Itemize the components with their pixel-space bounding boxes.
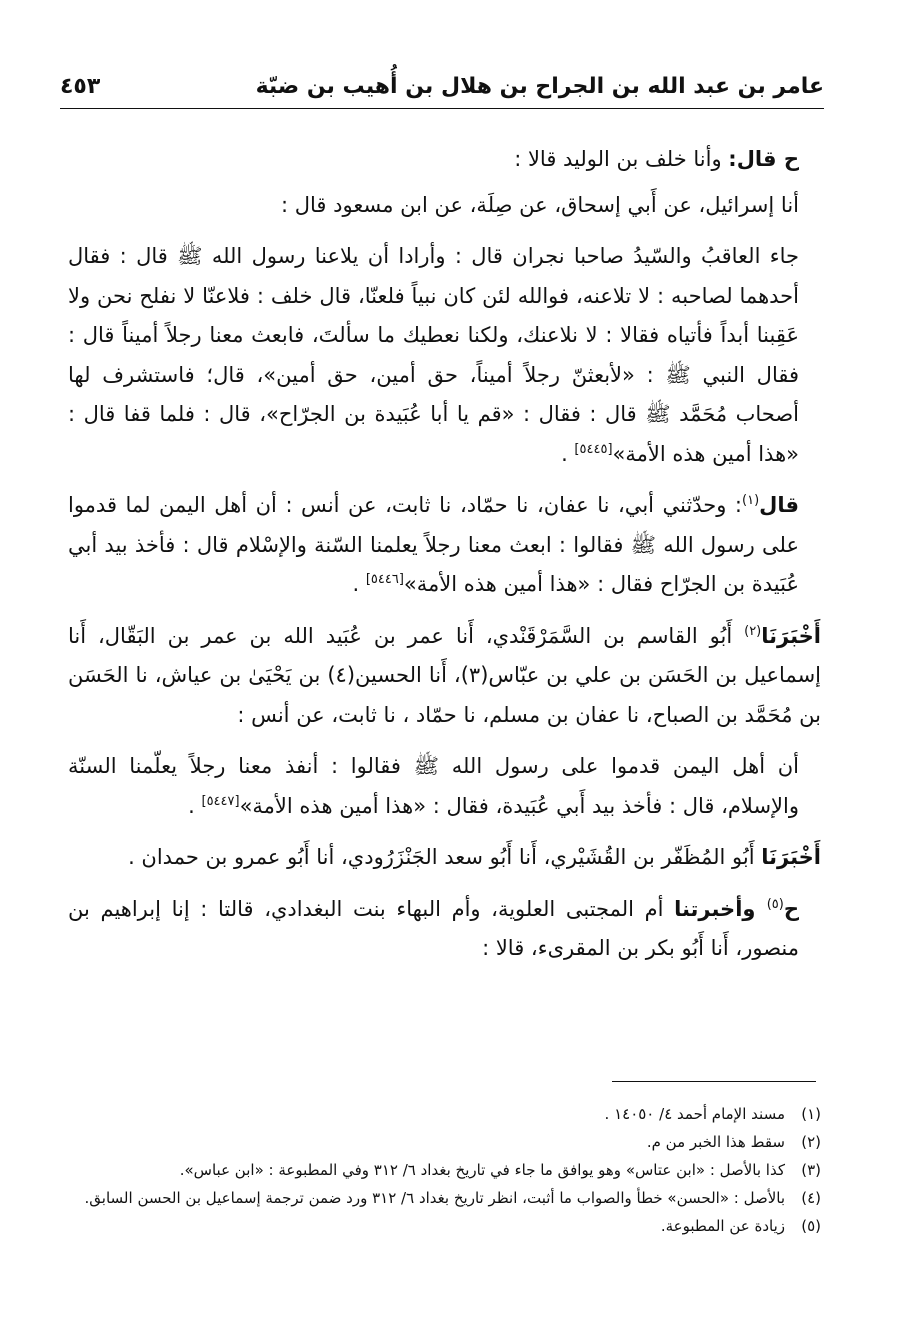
footnote-text: زيادة عن المطبوعة.: [660, 1217, 785, 1235]
footnote-text: بالأصل : «الحسن» خطأ والصواب ما أثبت، انظر تاريخ بغداد ٦/ ٣١٢ ورد ضمن ترجمة إسماعيل بن الحسن السابق.: [84, 1189, 785, 1207]
footnote-number: (٤): [801, 1189, 821, 1207]
hadith-number: [٥٤٤٥]: [574, 441, 613, 457]
paragraph-text: أم المجتبى العلوية، وأم البهاء بنت البغدادي، قالتا : إنا إبراهيم بن منصور، أَنا أَبُو بكر بن المقرىء، قالا :: [68, 896, 799, 960]
footnote-text: كذا بالأصل : «ابن عتاس» وهو يوافق ما جاء في تاريخ بغداد ٦/ ٣١٢ وفي المطبوعة : «ابن عباس».: [179, 1161, 785, 1179]
paragraph-lead: ح قال:: [728, 147, 799, 171]
footnote-ref: (٢): [744, 623, 762, 639]
paragraph-text: أَبُو القاسم بن السَّمَرْقَنْدي، أَنا عمر بن عُبَيد الله بن عمر بن البَقّال، أَنا إسماعيل بن الحَسَن بن علي بن عبّاس(٣)، أَنا الحسين(٤) بن يَحْيَىٰ بن عياش، نا الحَسَن بن مُحَمَّد بن الصباح، نا عفان بن مسلم، نا حمّاد ، نا ثابت، عن أنس :: [68, 623, 822, 727]
hadith-number: [٥٤٤٦]: [365, 572, 404, 587]
paragraph-end: .: [352, 572, 366, 596]
paragraph-end: .: [188, 793, 202, 818]
paragraph-text: أَبُو المُظَفّر بن القُشَيْري، أَنا أَبُو سعد الجَنْزَرُودي، أنا أَبُو عمرو بن حمدان .: [128, 845, 762, 869]
hadith-number: [٥٤٤٧]: [201, 793, 240, 809]
main-text: [68, 140, 821, 981]
page-header: [60, 66, 824, 109]
paragraph-lead: أَخْبَرَنَا: [761, 845, 821, 869]
paragraph-2: [68, 186, 821, 226]
paragraph-text: أنا إسرائيل، عن أَبي إسحاق، عن صِلَة، عن ابن مسعود قال :: [281, 192, 799, 217]
footnote-divider: [612, 1081, 816, 1082]
footnote-4: [68, 1184, 821, 1212]
footnote-5: [68, 1212, 821, 1240]
footnote-text: مسند الإمام أحمد ٤/ ١٤٠٥٠ .: [604, 1105, 785, 1123]
paragraph-text: وأنا خلف بن الوليد قالا :: [514, 147, 729, 171]
footnote-3: [68, 1156, 821, 1184]
footnote-number: (١): [801, 1105, 821, 1123]
paragraph-lead-2: وأخبرتنا: [674, 896, 767, 921]
footnote-ref: (١): [742, 493, 760, 508]
footnote-ref: (٥): [766, 896, 784, 912]
paragraph-text: جاء العاقبُ والسّيدُ صاحبا نجران قال : وأرادا أن يلاعنا رسول الله ﷺ قال : فقال أحدهما لصاحبه : لا تلاعنه، فوالله لئن كان نبياً فلعنّا، قال خلف : فلاعنّا لا نفلح نحن ولا عَقِبنا أبداً فأتياه فقالا : لا نلاعنك، ولكنا نعطيك ما سألتَ، فابعث معنا رجلاً أميناً قال : فقال النبي ﷺ : «لأبعثنّ رجلاً أميناً، حق أمين، حق أمين»، قال؛ فاستشرف لها أصحاب مُحَمَّد ﷺ قال : فقال : «قم يا أبا عُبَيدة بن الجرّاح»، قال : فلما قفا قال : «هذا أمين هذه الأمة»: [68, 244, 799, 466]
paragraph-text: أن أهل اليمن قدموا على رسول الله ﷺ فقالوا : أنفذ معنا رجلاً يعلّمنا السنّة والإسلام، قال : فأخذ بيد أَبي عُبَيدة، فقال : «هذا أمين هذه الأمة»: [68, 754, 799, 818]
paragraph-4: [68, 486, 821, 605]
footnote-number: (٢): [801, 1133, 821, 1151]
paragraph-6: [68, 747, 821, 826]
footnote-number: (٥): [801, 1217, 821, 1235]
paragraph-text: : وحدّثني أبي، نا عفان، نا حمّاد، نا ثابت، عن أنس : أن أهل اليمن لما قدموا على رسول الله ﷺ فقالوا : ابعث معنا رجلاً يعلمنا السّنة والإسْلام قال : فأخذ بيد أبي عُبَيدة بن الجرّاح فقال : «هذا أمين هذه الأمة»: [68, 493, 799, 596]
footnotes: [68, 1100, 821, 1240]
footnote-1: [68, 1100, 821, 1128]
paragraph-8: [68, 890, 821, 969]
paragraph-end: .: [561, 441, 575, 466]
footnote-number: (٣): [801, 1161, 821, 1179]
footnote-2: [68, 1128, 821, 1156]
footnote-text: سقط هذا الخبر من م.: [646, 1133, 785, 1151]
page-number: ٤٥٣: [60, 74, 101, 99]
paragraph-3: [68, 237, 821, 474]
paragraph-7: [68, 838, 821, 878]
paragraph-lead: أَخْبَرَنَا: [761, 623, 821, 648]
running-title: عامر بن عبد الله بن الجراح بن هلال بن أُهيب بن ضبّة: [255, 74, 824, 99]
paragraph-5: [68, 617, 821, 736]
paragraph-1: [68, 140, 821, 180]
paragraph-lead: ح: [783, 896, 799, 921]
paragraph-lead: قال: [759, 493, 799, 517]
